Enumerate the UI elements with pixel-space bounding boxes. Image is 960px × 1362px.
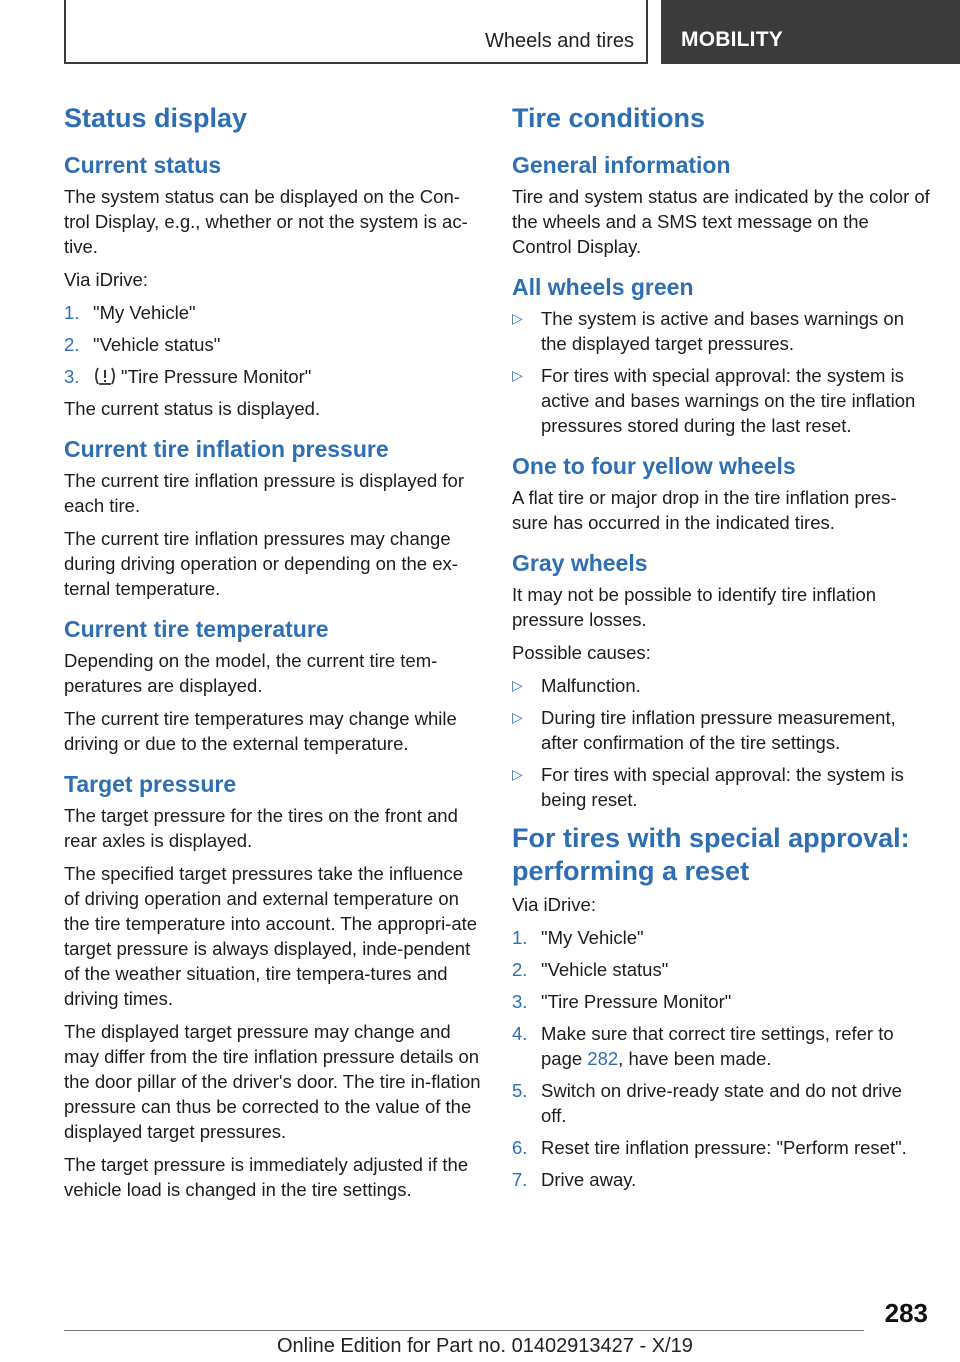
tire-temperature-heading: Current tire temperature: [64, 616, 329, 642]
list-item: [512, 363, 930, 438]
wheels-green-heading: All wheels green: [512, 274, 694, 300]
yellow-wheels-heading: One to four yellow wheels: [512, 453, 796, 479]
target-text-4: The target pressure is immediately adjusted if the vehicle load is changed in the tire settings.: [64, 1154, 469, 1200]
target-pressure-heading: Target pressure: [64, 771, 237, 797]
list-item-text: The system is active and bases warnings on the displayed target pressures.: [541, 308, 904, 354]
status-displayed-text: The current status is displayed.: [64, 398, 321, 419]
header-section-box: [64, 0, 648, 64]
list-item-text: For tires with special approval: the system is active and bases warnings on the tire inflation pressures stored during the last reset.: [541, 365, 916, 436]
step-text: "Tire Pressure Monitor": [121, 366, 312, 387]
target-text-3: The displayed target pressure may change and may differ from the tire inflation pressure details on the door pillar of the driver's door. The tire in-flation pressure can thus be corrected to the value of the displayed target pressures.: [64, 1021, 481, 1142]
general-info-heading: General information: [512, 152, 731, 178]
step-number: 4.: [512, 1023, 528, 1044]
header-chapter-title: MOBILITY: [681, 28, 783, 51]
list-item-text: Malfunction.: [541, 675, 641, 696]
triangle-right-icon: ▷: [512, 367, 523, 383]
gray-wheels-text: It may not be possible to identify tire inflation pressure losses.: [512, 584, 877, 630]
step-text: Reset tire inflation pressure: "Perform reset".: [541, 1137, 907, 1158]
step-number: 6.: [512, 1137, 528, 1158]
list-item-text: During tire inflation pressure measurement, after confirmation of the tire settings.: [541, 707, 896, 753]
list-item: [512, 705, 930, 755]
page-reference-link[interactable]: 282: [587, 1048, 619, 1069]
step-number: 1.: [512, 927, 528, 948]
status-steps-list: [64, 300, 482, 389]
reset-steps-list: [512, 925, 930, 1192]
step-text-post: , have been made.: [618, 1048, 772, 1069]
footer-divider: [64, 1330, 864, 1331]
yellow-wheels-text: A flat tire or major drop in the tire inflation pres-sure has occurred in the indicated tires.: [512, 487, 897, 533]
step-text: "Tire Pressure Monitor": [541, 991, 732, 1012]
left-column: [64, 98, 482, 1210]
right-column: [512, 98, 930, 1199]
reset-title: For tires with special approval: performing a reset: [512, 823, 910, 886]
temperature-text-1: Depending on the model, the current tire tem-peratures are displayed.: [64, 650, 438, 696]
step-text: "Vehicle status": [93, 334, 221, 355]
list-item: [512, 762, 930, 812]
step-text: "Vehicle status": [541, 959, 669, 980]
header-section-title: Wheels and tires: [485, 30, 634, 52]
list-item: [64, 332, 482, 357]
green-list: [512, 306, 930, 438]
current-status-text: The system status can be displayed on the Con-trol Display, e.g., whether or not the system is ac-tive.: [64, 186, 468, 257]
step-number: 3.: [64, 366, 80, 387]
tire-pressure-warning-icon: [93, 366, 117, 386]
list-item: [512, 957, 930, 982]
list-item: [64, 364, 482, 389]
tire-conditions-title: Tire conditions: [512, 103, 706, 133]
list-item: [512, 1135, 930, 1160]
list-item-text: For tires with special approval: the system is being reset.: [541, 764, 904, 810]
step-text: "My Vehicle": [93, 302, 196, 323]
via-idrive-text: Via iDrive:: [64, 269, 148, 290]
list-item: [512, 925, 930, 950]
footer-edition-text: Online Edition for Part no. 01402913427 - X/19: [277, 1335, 693, 1357]
current-status-heading: Current status: [64, 152, 222, 178]
general-info-text: Tire and system status are indicated by the color of the wheels and a SMS text message on the Control Display.: [512, 186, 930, 257]
list-item: [512, 989, 930, 1014]
step-number: 7.: [512, 1169, 528, 1190]
target-text-2: The specified target pressures take the influence of driving operation and external temperature on the tire temperature into account. The appropri-ate target pressure is always displayed, inde-pendent of the weather situation, tire tempera-tures and driving times.: [64, 863, 478, 1009]
list-item: [64, 300, 482, 325]
triangle-right-icon: ▷: [512, 709, 523, 725]
step-number: 1.: [64, 302, 80, 323]
triangle-right-icon: ▷: [512, 677, 523, 693]
step-number: 5.: [512, 1080, 528, 1101]
step-text: Drive away.: [541, 1169, 637, 1190]
step-text: "My Vehicle": [541, 927, 644, 948]
step-text-pre: Make sure that correct tire settings, refer to page: [541, 1023, 894, 1069]
status-display-title: Status display: [64, 103, 248, 133]
step-number: 2.: [512, 959, 528, 980]
step-number: 3.: [512, 991, 528, 1012]
list-item: [512, 306, 930, 356]
reset-via-idrive-text: Via iDrive:: [512, 894, 596, 915]
triangle-right-icon: ▷: [512, 766, 523, 782]
target-text-1: The target pressure for the tires on the front and rear axles is displayed.: [64, 805, 458, 851]
list-item: [512, 1021, 930, 1071]
inflation-text-2: The current tire inflation pressures may change during driving operation or depending on the ex-ternal temperature.: [64, 528, 458, 599]
gray-wheels-heading: Gray wheels: [512, 550, 648, 576]
inflation-text-1: The current tire inflation pressure is displayed for each tire.: [64, 470, 464, 516]
list-item: [512, 673, 930, 698]
step-text: Switch on drive-ready state and do not drive off.: [541, 1080, 902, 1126]
list-item: [512, 1078, 930, 1128]
possible-causes-text: Possible causes:: [512, 642, 651, 663]
page-number: 283: [884, 1298, 928, 1328]
inflation-pressure-heading: Current tire inflation pressure: [64, 436, 389, 462]
step-number: 2.: [64, 334, 80, 355]
list-item: [512, 1167, 930, 1192]
triangle-right-icon: ▷: [512, 310, 523, 326]
gray-causes-list: [512, 673, 930, 812]
temperature-text-2: The current tire temperatures may change while driving or due to the external temperature.: [64, 708, 457, 754]
header-chapter-box: [661, 0, 960, 64]
